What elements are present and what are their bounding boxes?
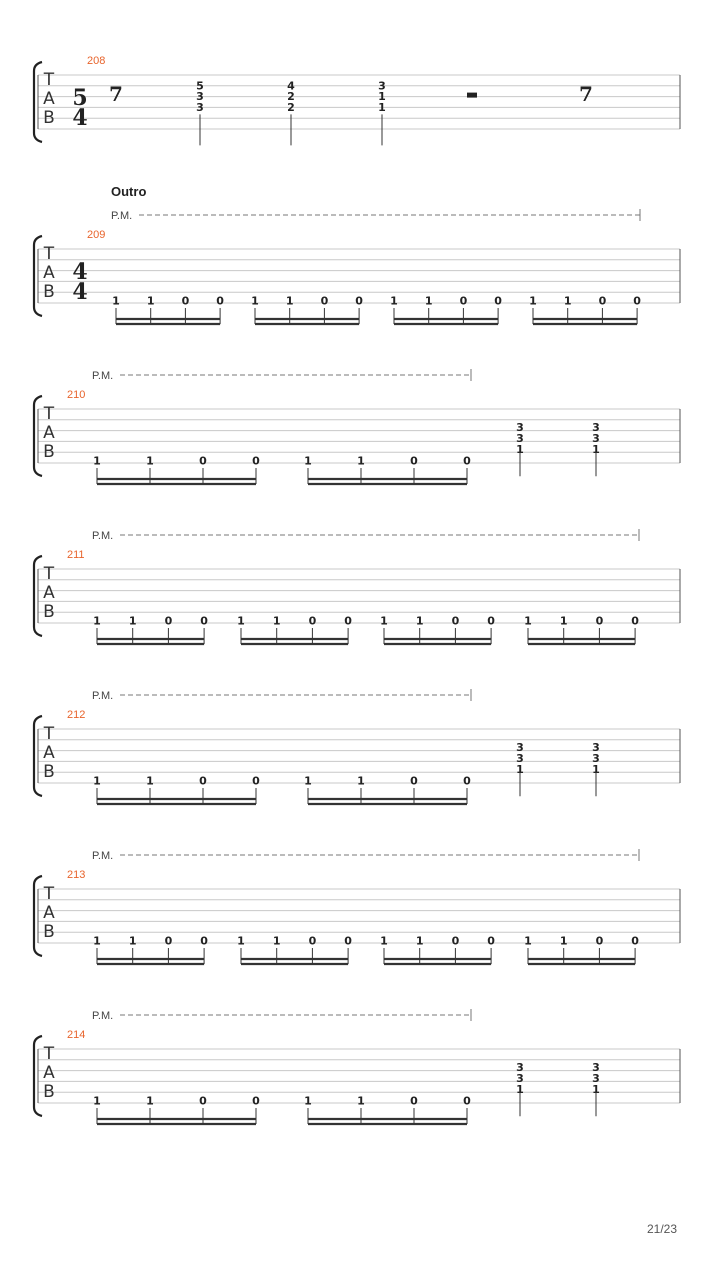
fret-number: 1 [304, 774, 312, 788]
tab-clef-letter: T [43, 564, 55, 584]
fret-number: 3 [592, 432, 600, 445]
palm-mute-label: P.M. [92, 530, 114, 542]
tab-clef-letter: A [43, 423, 55, 443]
fret-number: 1 [357, 1094, 365, 1108]
tab-clef-letter: A [43, 1063, 55, 1083]
measure-number: 213 [67, 869, 86, 881]
fret-number: 0 [252, 774, 260, 788]
tab-clef-letter: B [43, 602, 55, 622]
fret-number: 0 [308, 934, 317, 948]
fret-number: 2 [287, 90, 295, 104]
palm-mute-label: P.M. [92, 370, 114, 382]
time-signature-bottom: 4 [72, 105, 88, 131]
half-rest [467, 93, 477, 98]
measure-number: 211 [67, 549, 85, 561]
tab-clef-letter: A [43, 89, 55, 109]
fret-number: 1 [415, 614, 424, 628]
fret-number: 3 [516, 421, 524, 435]
tab-clef-letter: A [43, 263, 55, 283]
tab-clef-letter: B [43, 442, 55, 462]
fret-number: 1 [563, 294, 572, 308]
fret-number: 2 [287, 101, 295, 114]
fret-number: 1 [272, 614, 281, 628]
fret-number: 0 [494, 294, 502, 308]
fret-number: 1 [93, 1094, 101, 1108]
fret-number: 3 [516, 1072, 524, 1085]
fret-number: 1 [529, 294, 537, 308]
fret-number: 0 [410, 1094, 418, 1108]
fret-number: 1 [304, 454, 312, 468]
fret-number: 0 [598, 294, 607, 308]
fret-number: 0 [595, 614, 604, 628]
tab-clef-letter: T [43, 70, 55, 90]
fret-number: 0 [487, 614, 495, 628]
palm-mute-label: P.M. [92, 850, 114, 862]
measure-number: 212 [67, 709, 86, 721]
time-signature-top: 4 [72, 259, 88, 285]
fret-number: 0 [200, 614, 208, 628]
fret-number: 1 [237, 614, 245, 628]
fret-number: 0 [410, 774, 418, 788]
section-label: Outro [111, 184, 147, 199]
fret-number: 0 [252, 454, 260, 468]
fret-number: 1 [378, 90, 386, 104]
tab-clef-letter: T [43, 244, 55, 264]
fret-number: 0 [487, 934, 495, 948]
tab-clef-letter: B [43, 922, 55, 942]
fret-number: 1 [93, 454, 101, 468]
measure-number: 209 [87, 229, 106, 241]
palm-mute-label: P.M. [92, 1010, 114, 1022]
tab-clef-letter: B [43, 108, 55, 128]
fret-number: 0 [631, 934, 639, 948]
fret-number: 1 [380, 934, 388, 948]
fret-number: 0 [595, 934, 604, 948]
palm-mute-label: P.M. [111, 210, 133, 222]
measure-number: 214 [67, 1029, 86, 1041]
fret-number: 1 [524, 934, 532, 948]
fret-number: 1 [378, 101, 386, 114]
fret-number: 0 [344, 934, 352, 948]
fret-number: 0 [463, 774, 471, 788]
fret-number: 1 [128, 934, 137, 948]
fret-number: 0 [200, 934, 208, 948]
fret-number: 3 [196, 90, 204, 104]
fret-number: 1 [112, 294, 120, 308]
measure-number: 208 [87, 55, 106, 67]
fret-number: 1 [380, 614, 388, 628]
fret-number: 4 [287, 79, 295, 93]
fret-number: 0 [199, 774, 207, 788]
fret-number: 0 [344, 614, 352, 628]
fret-number: 1 [592, 762, 600, 776]
time-signature-bottom: 4 [72, 279, 88, 305]
fret-number: 1 [146, 454, 154, 468]
fret-number: 3 [196, 101, 204, 114]
fret-number: 3 [516, 741, 524, 755]
fret-number: 1 [516, 442, 524, 456]
fret-number: 0 [633, 294, 641, 308]
fret-number: 0 [631, 614, 639, 628]
fret-number: 0 [451, 614, 460, 628]
fret-number: 3 [592, 752, 600, 765]
fret-number: 0 [252, 1094, 260, 1108]
fret-number: 0 [216, 294, 224, 308]
fret-number: 0 [459, 294, 468, 308]
fret-number: 0 [355, 294, 363, 308]
tab-clef-letter: T [43, 1044, 55, 1064]
fret-number: 3 [516, 752, 524, 765]
tab-clef-letter: T [43, 884, 55, 904]
fret-number: 1 [559, 934, 568, 948]
fret-number: 5 [196, 79, 204, 93]
fret-number: 0 [199, 454, 207, 468]
fret-number: 3 [592, 741, 600, 755]
eighth-rest: 7 [109, 82, 123, 106]
fret-number: 3 [516, 1061, 524, 1075]
measure-number: 210 [67, 389, 86, 401]
fret-number: 1 [592, 442, 600, 456]
fret-number: 3 [516, 432, 524, 445]
fret-number: 1 [146, 294, 155, 308]
fret-number: 1 [251, 294, 259, 308]
tab-clef-letter: B [43, 762, 55, 782]
fret-number: 0 [320, 294, 329, 308]
fret-number: 1 [516, 762, 524, 776]
fret-number: 0 [463, 454, 471, 468]
fret-number: 1 [146, 774, 154, 788]
palm-mute-label: P.M. [92, 690, 114, 702]
fret-number: 1 [357, 774, 365, 788]
fret-number: 0 [410, 454, 418, 468]
fret-number: 1 [516, 1082, 524, 1096]
tab-clef-letter: T [43, 404, 55, 424]
fret-number: 3 [378, 79, 386, 93]
eighth-rest: 7 [579, 82, 593, 106]
fret-number: 1 [272, 934, 281, 948]
fret-number: 3 [592, 1072, 600, 1085]
fret-number: 1 [146, 1094, 154, 1108]
fret-number: 1 [559, 614, 568, 628]
fret-number: 1 [357, 454, 365, 468]
fret-number: 0 [308, 614, 317, 628]
fret-number: 1 [524, 614, 532, 628]
tab-clef-letter: T [43, 724, 55, 744]
fret-number: 0 [451, 934, 460, 948]
fret-number: 1 [93, 614, 101, 628]
fret-number: 1 [592, 1082, 600, 1096]
fret-number: 1 [415, 934, 424, 948]
fret-number: 1 [424, 294, 433, 308]
fret-number: 1 [304, 1094, 312, 1108]
fret-number: 0 [164, 614, 173, 628]
tab-clef-letter: B [43, 1082, 55, 1102]
fret-number: 1 [285, 294, 294, 308]
fret-number: 0 [463, 1094, 471, 1108]
fret-number: 1 [93, 934, 101, 948]
fret-number: 0 [181, 294, 190, 308]
fret-number: 1 [390, 294, 398, 308]
tab-clef-letter: A [43, 903, 55, 923]
fret-number: 0 [164, 934, 173, 948]
fret-number: 1 [93, 774, 101, 788]
fret-number: 1 [237, 934, 245, 948]
tab-clef-letter: A [43, 743, 55, 763]
tab-clef-letter: A [43, 583, 55, 603]
page-number: 21/23 [646, 1222, 677, 1236]
tab-clef-letter: B [43, 282, 55, 302]
fret-number: 1 [128, 614, 137, 628]
time-signature-top: 5 [72, 85, 88, 111]
fret-number: 0 [199, 1094, 207, 1108]
fret-number: 3 [592, 1061, 600, 1075]
fret-number: 3 [592, 421, 600, 435]
